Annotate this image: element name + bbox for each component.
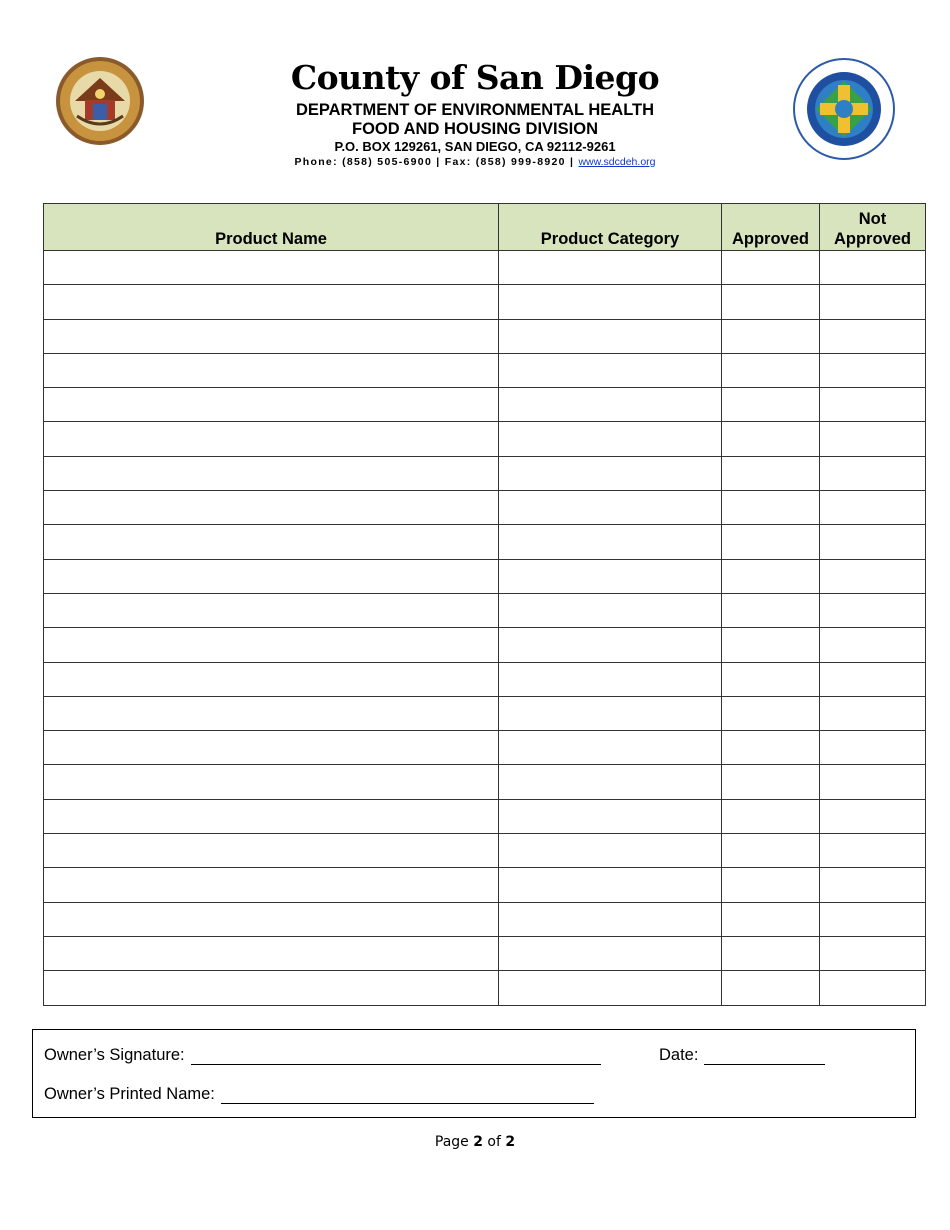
not-approved-cell[interactable] [820, 456, 926, 490]
product-name-cell[interactable] [44, 422, 499, 456]
column-header-approved: Approved [722, 204, 820, 251]
column-header-product-name: Product Name [44, 204, 499, 251]
approved-cell[interactable] [722, 834, 820, 868]
product-category-cell[interactable] [499, 834, 722, 868]
table-row [44, 422, 926, 456]
page-number: Page 2 of 2 [434, 1134, 516, 1150]
product-category-cell[interactable] [499, 662, 722, 696]
approved-cell[interactable] [722, 971, 820, 1005]
product-category-cell[interactable] [499, 388, 722, 422]
product-name-cell[interactable] [44, 319, 499, 353]
table-row [44, 388, 926, 422]
phone-fax: Phone: (858) 505-6900 | Fax: (858) 999-8920 | [294, 156, 575, 168]
owner-signature-field[interactable] [191, 1046, 601, 1065]
not-approved-cell[interactable] [820, 525, 926, 559]
product-name-cell[interactable] [44, 971, 499, 1005]
product-category-cell[interactable] [499, 902, 722, 936]
table-row [44, 285, 926, 319]
not-approved-cell[interactable] [820, 902, 926, 936]
approved-cell[interactable] [722, 799, 820, 833]
product-name-cell[interactable] [44, 388, 499, 422]
table-row [44, 834, 926, 868]
approved-cell[interactable] [722, 491, 820, 525]
not-approved-cell[interactable] [820, 628, 926, 662]
product-category-cell[interactable] [499, 251, 722, 285]
product-table [43, 203, 926, 1006]
not-approved-cell[interactable] [820, 765, 926, 799]
not-approved-cell[interactable] [820, 593, 926, 627]
product-name-cell[interactable] [44, 662, 499, 696]
approved-cell[interactable] [722, 696, 820, 730]
product-name-cell[interactable] [44, 834, 499, 868]
not-approved-cell[interactable] [820, 251, 926, 285]
product-name-cell[interactable] [44, 696, 499, 730]
table-row [44, 491, 926, 525]
department-name: DEPARTMENT OF ENVIRONMENTAL HEALTH [295, 101, 655, 119]
letterhead [200, 56, 750, 169]
not-approved-cell[interactable] [820, 696, 926, 730]
product-name-cell[interactable] [44, 559, 499, 593]
table-row [44, 902, 926, 936]
product-category-cell[interactable] [499, 319, 722, 353]
approved-cell[interactable] [722, 388, 820, 422]
not-approved-cell[interactable] [820, 834, 926, 868]
product-category-cell[interactable] [499, 491, 722, 525]
approved-cell[interactable] [722, 868, 820, 902]
approved-cell[interactable] [722, 593, 820, 627]
table-header-row [44, 204, 926, 251]
not-approved-cell[interactable] [820, 559, 926, 593]
approved-cell[interactable] [722, 731, 820, 765]
product-category-cell[interactable] [499, 936, 722, 970]
not-approved-cell[interactable] [820, 731, 926, 765]
approved-cell[interactable] [722, 525, 820, 559]
division-name: FOOD AND HOUSING DIVISION [352, 120, 598, 138]
product-category-cell[interactable] [499, 593, 722, 627]
signature-box [32, 1029, 916, 1118]
not-approved-cell[interactable] [820, 285, 926, 319]
not-approved-cell[interactable] [820, 971, 926, 1005]
table-row [44, 525, 926, 559]
column-header-not-approved: Not Approved [820, 204, 926, 251]
product-name-cell[interactable] [44, 628, 499, 662]
printed-name-field[interactable] [221, 1085, 594, 1104]
approved-cell[interactable] [722, 319, 820, 353]
product-category-cell[interactable] [499, 456, 722, 490]
product-name-cell[interactable] [44, 251, 499, 285]
date-label: Date: [659, 1046, 699, 1064]
product-name-cell[interactable] [44, 868, 499, 902]
approved-cell[interactable] [722, 251, 820, 285]
product-category-cell[interactable] [499, 868, 722, 902]
approved-cell[interactable] [722, 662, 820, 696]
table-row [44, 593, 926, 627]
not-approved-cell[interactable] [820, 491, 926, 525]
approved-cell[interactable] [722, 902, 820, 936]
product-category-cell[interactable] [499, 628, 722, 662]
owner-signature-row [44, 1046, 601, 1065]
table-row [44, 353, 926, 387]
product-name-cell[interactable] [44, 731, 499, 765]
product-category-cell[interactable] [499, 696, 722, 730]
product-name-cell[interactable] [44, 456, 499, 490]
table-row [44, 319, 926, 353]
table-row [44, 765, 926, 799]
product-name-cell[interactable] [44, 765, 499, 799]
table-row [44, 971, 926, 1005]
table-row [44, 559, 926, 593]
website-link[interactable]: www.sdcdeh.org [578, 156, 656, 168]
product-name-cell[interactable] [44, 936, 499, 970]
table-row [44, 251, 926, 285]
table-row [44, 868, 926, 902]
printed-name-label: Owner’s Printed Name: [44, 1085, 215, 1103]
product-name-cell[interactable] [44, 285, 499, 319]
table-row [44, 628, 926, 662]
product-category-cell[interactable] [499, 422, 722, 456]
product-category-cell[interactable] [499, 353, 722, 387]
product-name-cell[interactable] [44, 593, 499, 627]
approved-cell[interactable] [722, 353, 820, 387]
owner-signature-label: Owner’s Signature: [44, 1046, 185, 1064]
table-row [44, 662, 926, 696]
approved-cell[interactable] [722, 456, 820, 490]
column-header-product-category: Product Category [499, 204, 722, 251]
product-name-cell[interactable] [44, 353, 499, 387]
table-row [44, 936, 926, 970]
not-approved-cell[interactable] [820, 422, 926, 456]
printed-name-row [44, 1085, 594, 1104]
not-approved-cell[interactable] [820, 799, 926, 833]
table-row [44, 731, 926, 765]
county-seal-icon [55, 56, 145, 146]
approved-cell[interactable] [722, 936, 820, 970]
approved-cell[interactable] [722, 559, 820, 593]
date-field[interactable] [704, 1046, 825, 1065]
not-approved-cell[interactable] [820, 388, 926, 422]
product-category-cell[interactable] [499, 731, 722, 765]
product-name-cell[interactable] [44, 491, 499, 525]
product-name-cell[interactable] [44, 799, 499, 833]
date-row [659, 1046, 825, 1065]
product-category-cell[interactable] [499, 559, 722, 593]
product-category-cell[interactable] [499, 799, 722, 833]
not-approved-cell[interactable] [820, 319, 926, 353]
product-category-cell[interactable] [499, 971, 722, 1005]
approved-cell[interactable] [722, 628, 820, 662]
product-name-cell[interactable] [44, 902, 499, 936]
not-approved-cell[interactable] [820, 353, 926, 387]
deh-seal-icon [792, 57, 896, 161]
not-approved-cell[interactable] [820, 662, 926, 696]
approved-cell[interactable] [722, 285, 820, 319]
contact-line [200, 155, 750, 169]
table-row [44, 799, 926, 833]
approved-cell[interactable] [722, 765, 820, 799]
product-category-cell[interactable] [499, 525, 722, 559]
approved-cell[interactable] [722, 422, 820, 456]
product-category-cell[interactable] [499, 765, 722, 799]
table-row [44, 696, 926, 730]
county-title: County of San Diego [290, 58, 660, 97]
product-name-cell[interactable] [44, 525, 499, 559]
table-row [44, 456, 926, 490]
not-approved-cell[interactable] [820, 868, 926, 902]
mailing-address: P.O. BOX 129261, SAN DIEGO, CA 92112-9261 [334, 139, 616, 154]
not-approved-cell[interactable] [820, 936, 926, 970]
product-category-cell[interactable] [499, 285, 722, 319]
